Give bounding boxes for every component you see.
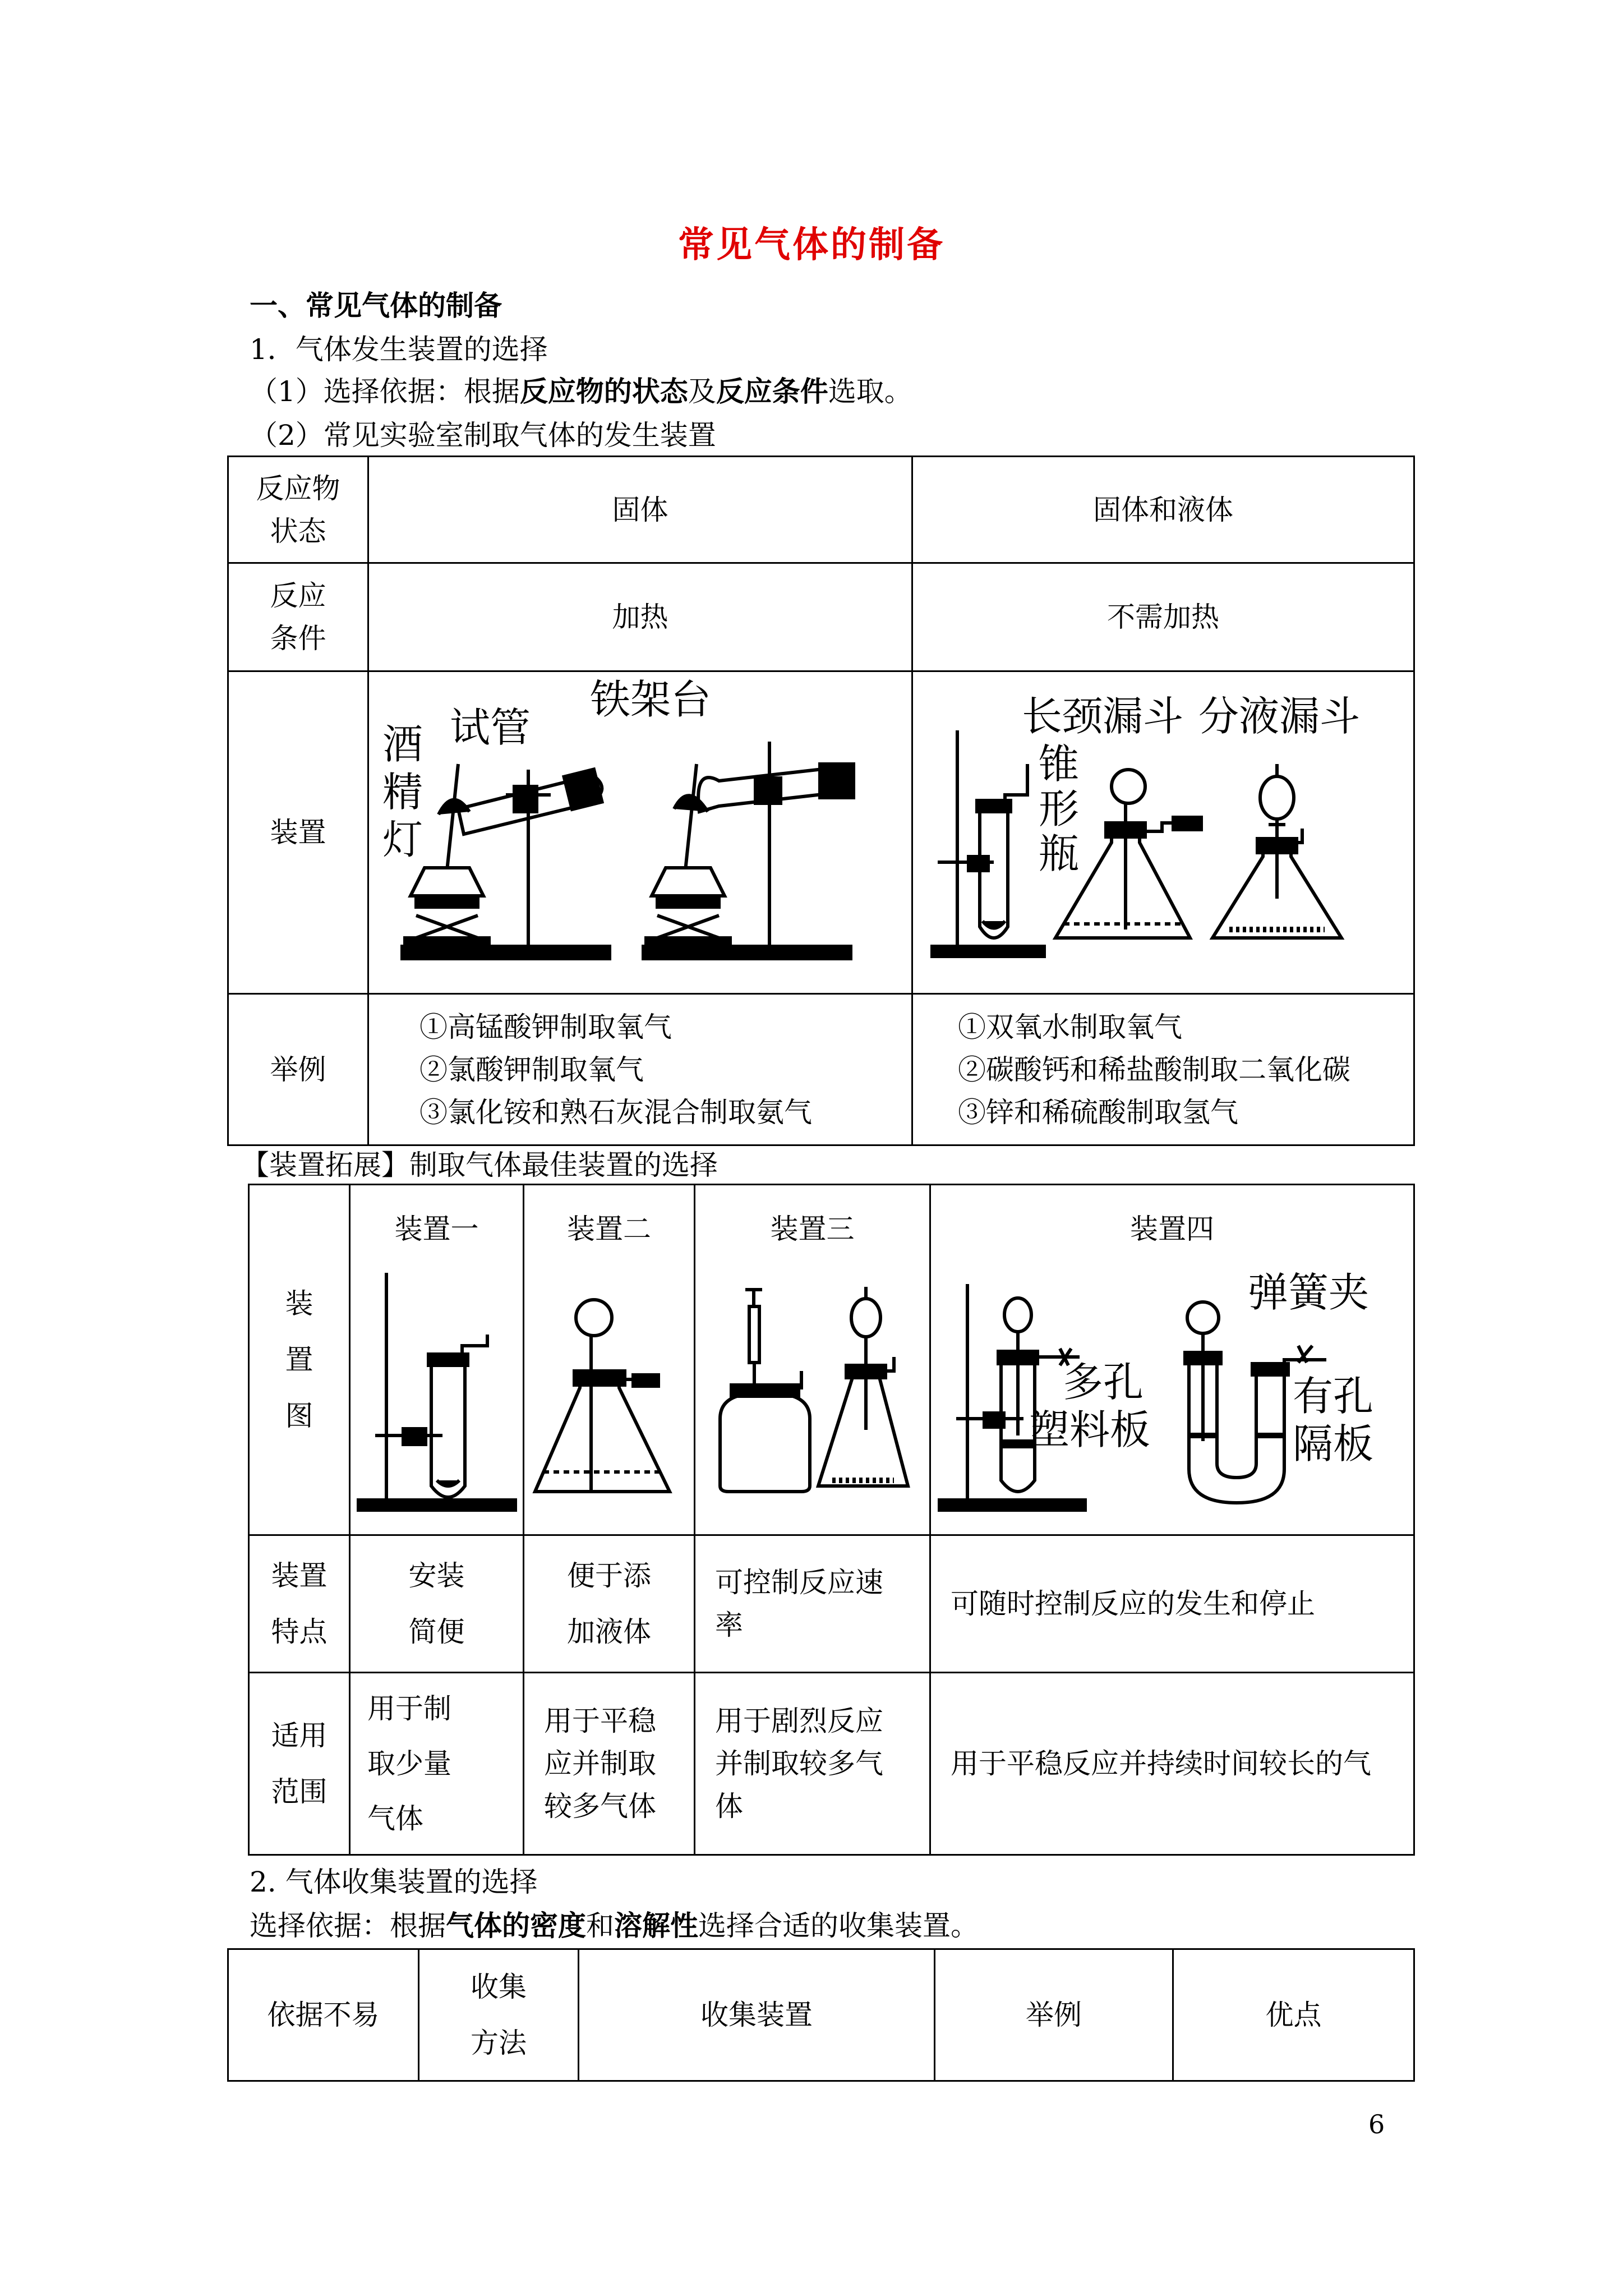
device1-feature: 安装 简便 xyxy=(350,1535,524,1673)
nonheating-apparatus-diagram xyxy=(915,674,1412,991)
table1-condition-heat: 加热 xyxy=(368,563,912,671)
example-item: ①双氧水制取氧气 xyxy=(958,1010,1182,1043)
collection-device-table xyxy=(227,1948,1415,2082)
device3-cell xyxy=(695,1185,930,1535)
device4-diagram xyxy=(934,1250,1410,1514)
table1-state-solid: 固体 xyxy=(368,457,912,563)
device4-feature: 可随时控制反应的发生和停止 xyxy=(930,1535,1414,1673)
label-iron-stand: 铁架台 xyxy=(589,675,711,723)
table1-header-apparatus: 装置 xyxy=(228,671,368,994)
device2-diagram xyxy=(527,1250,692,1514)
table2-header-features: 装置 特点 xyxy=(249,1535,350,1673)
label-porous-plate-1: 多孔 xyxy=(1063,1359,1144,1406)
device2-feature: 便于添 加液体 xyxy=(524,1535,695,1673)
device3-scope: 用于剧烈反应 并制取较多气 体 xyxy=(695,1673,930,1855)
device1-diagram xyxy=(353,1250,521,1514)
device4-cell xyxy=(930,1185,1414,1535)
table3-header-advantage: 优点 xyxy=(1173,1949,1414,2081)
label-holed-plate-2: 隔板 xyxy=(1293,1420,1374,1467)
example-item: ②氯酸钾制取氧气 xyxy=(419,1053,644,1086)
table1-header-examples: 举例 xyxy=(228,994,368,1145)
label-porous-plate-2: 塑料板 xyxy=(1029,1406,1151,1453)
table1-state-solid-liquid: 固体和液体 xyxy=(912,457,1414,563)
label-alcohol-lamp-2: 精 xyxy=(382,768,423,816)
example-item: ②碳酸钙和稀盐酸制取二氧化碳 xyxy=(958,1053,1350,1086)
section-heading: 一、常见气体的制备 xyxy=(250,289,502,322)
page-title: 常见气体的制备 xyxy=(678,224,945,266)
device3-diagram xyxy=(698,1250,928,1514)
table3-header-basis: 依据不易 xyxy=(228,1949,419,2081)
table2-header-scope: 适用 范围 xyxy=(249,1673,350,1855)
table1-examples-nonheating xyxy=(912,994,1414,1145)
label-conical-flask-3: 瓶 xyxy=(1038,830,1079,877)
subsection-heading-collection: 2. 气体收集装置的选择 xyxy=(250,1866,538,1898)
table2-header-diagram: 装 置 图 xyxy=(249,1185,350,1535)
page-number: 6 xyxy=(1368,2109,1385,2139)
device3-label: 装置三 xyxy=(770,1213,855,1245)
device2-cell xyxy=(524,1185,695,1535)
selection-basis-line: （1）选择依据：根据反应物的状态及反应条件选取。 xyxy=(250,375,912,408)
label-spring-clip: 弹簧夹 xyxy=(1248,1269,1370,1316)
table3-header-example: 举例 xyxy=(935,1949,1173,2081)
table1-header-state: 反应物 状态 xyxy=(228,457,368,563)
label-long-funnel: 长颈漏斗 xyxy=(1021,692,1183,740)
example-item: ①高锰酸钾制取氧气 xyxy=(419,1010,672,1043)
device4-label: 装置四 xyxy=(1130,1213,1214,1245)
best-device-table xyxy=(248,1184,1415,1856)
device1-label: 装置一 xyxy=(394,1213,479,1245)
table1-header-condition: 反应 条件 xyxy=(228,563,368,671)
common-devices-line: （2）常见实验室制取气体的发生装置 xyxy=(250,419,716,452)
label-alcohol-lamp-3: 灯 xyxy=(382,816,423,863)
label-separatory-funnel: 分液漏斗 xyxy=(1198,692,1360,740)
device3-feature: 可控制反应速 率 xyxy=(695,1535,930,1673)
heating-apparatus-diagram xyxy=(371,674,910,991)
table3-header-device: 收集装置 xyxy=(579,1949,935,2081)
device2-scope: 用于平稳 应并制取 较多气体 xyxy=(524,1673,695,1855)
table3-header-method: 收集 方法 xyxy=(419,1949,579,2081)
example-item: ③氯化铵和熟石灰混合制取氨气 xyxy=(419,1096,812,1129)
label-conical-flask-1: 锥 xyxy=(1038,740,1079,788)
device-extension-heading: 【装置拓展】制取气体最佳装置的选择 xyxy=(241,1149,718,1181)
device1-cell xyxy=(350,1185,524,1535)
label-test-tube: 试管 xyxy=(449,703,531,751)
device4-scope: 用于平稳反应并持续时间较长的气 xyxy=(930,1673,1414,1855)
label-conical-flask-2: 形 xyxy=(1038,785,1079,832)
device2-label: 装置二 xyxy=(567,1213,651,1245)
table1-examples-heating xyxy=(368,994,912,1145)
subsection-heading: 1．气体发生装置的选择 xyxy=(250,333,548,366)
label-alcohol-lamp-1: 酒 xyxy=(382,720,423,768)
example-item: ③锌和稀硫酸制取氢气 xyxy=(958,1096,1238,1129)
collection-basis-line: 选择依据：根据气体的密度和溶解性选择合适的收集装置。 xyxy=(250,1909,979,1942)
device1-scope: 用于制 取少量 气体 xyxy=(350,1673,524,1855)
table1-nonheating-apparatus-cell xyxy=(912,671,1414,994)
generation-device-table xyxy=(227,455,1415,1146)
table1-condition-noheat: 不需加热 xyxy=(912,563,1414,671)
table1-heating-apparatus-cell xyxy=(368,671,912,994)
label-holed-plate-1: 有孔 xyxy=(1293,1373,1374,1420)
